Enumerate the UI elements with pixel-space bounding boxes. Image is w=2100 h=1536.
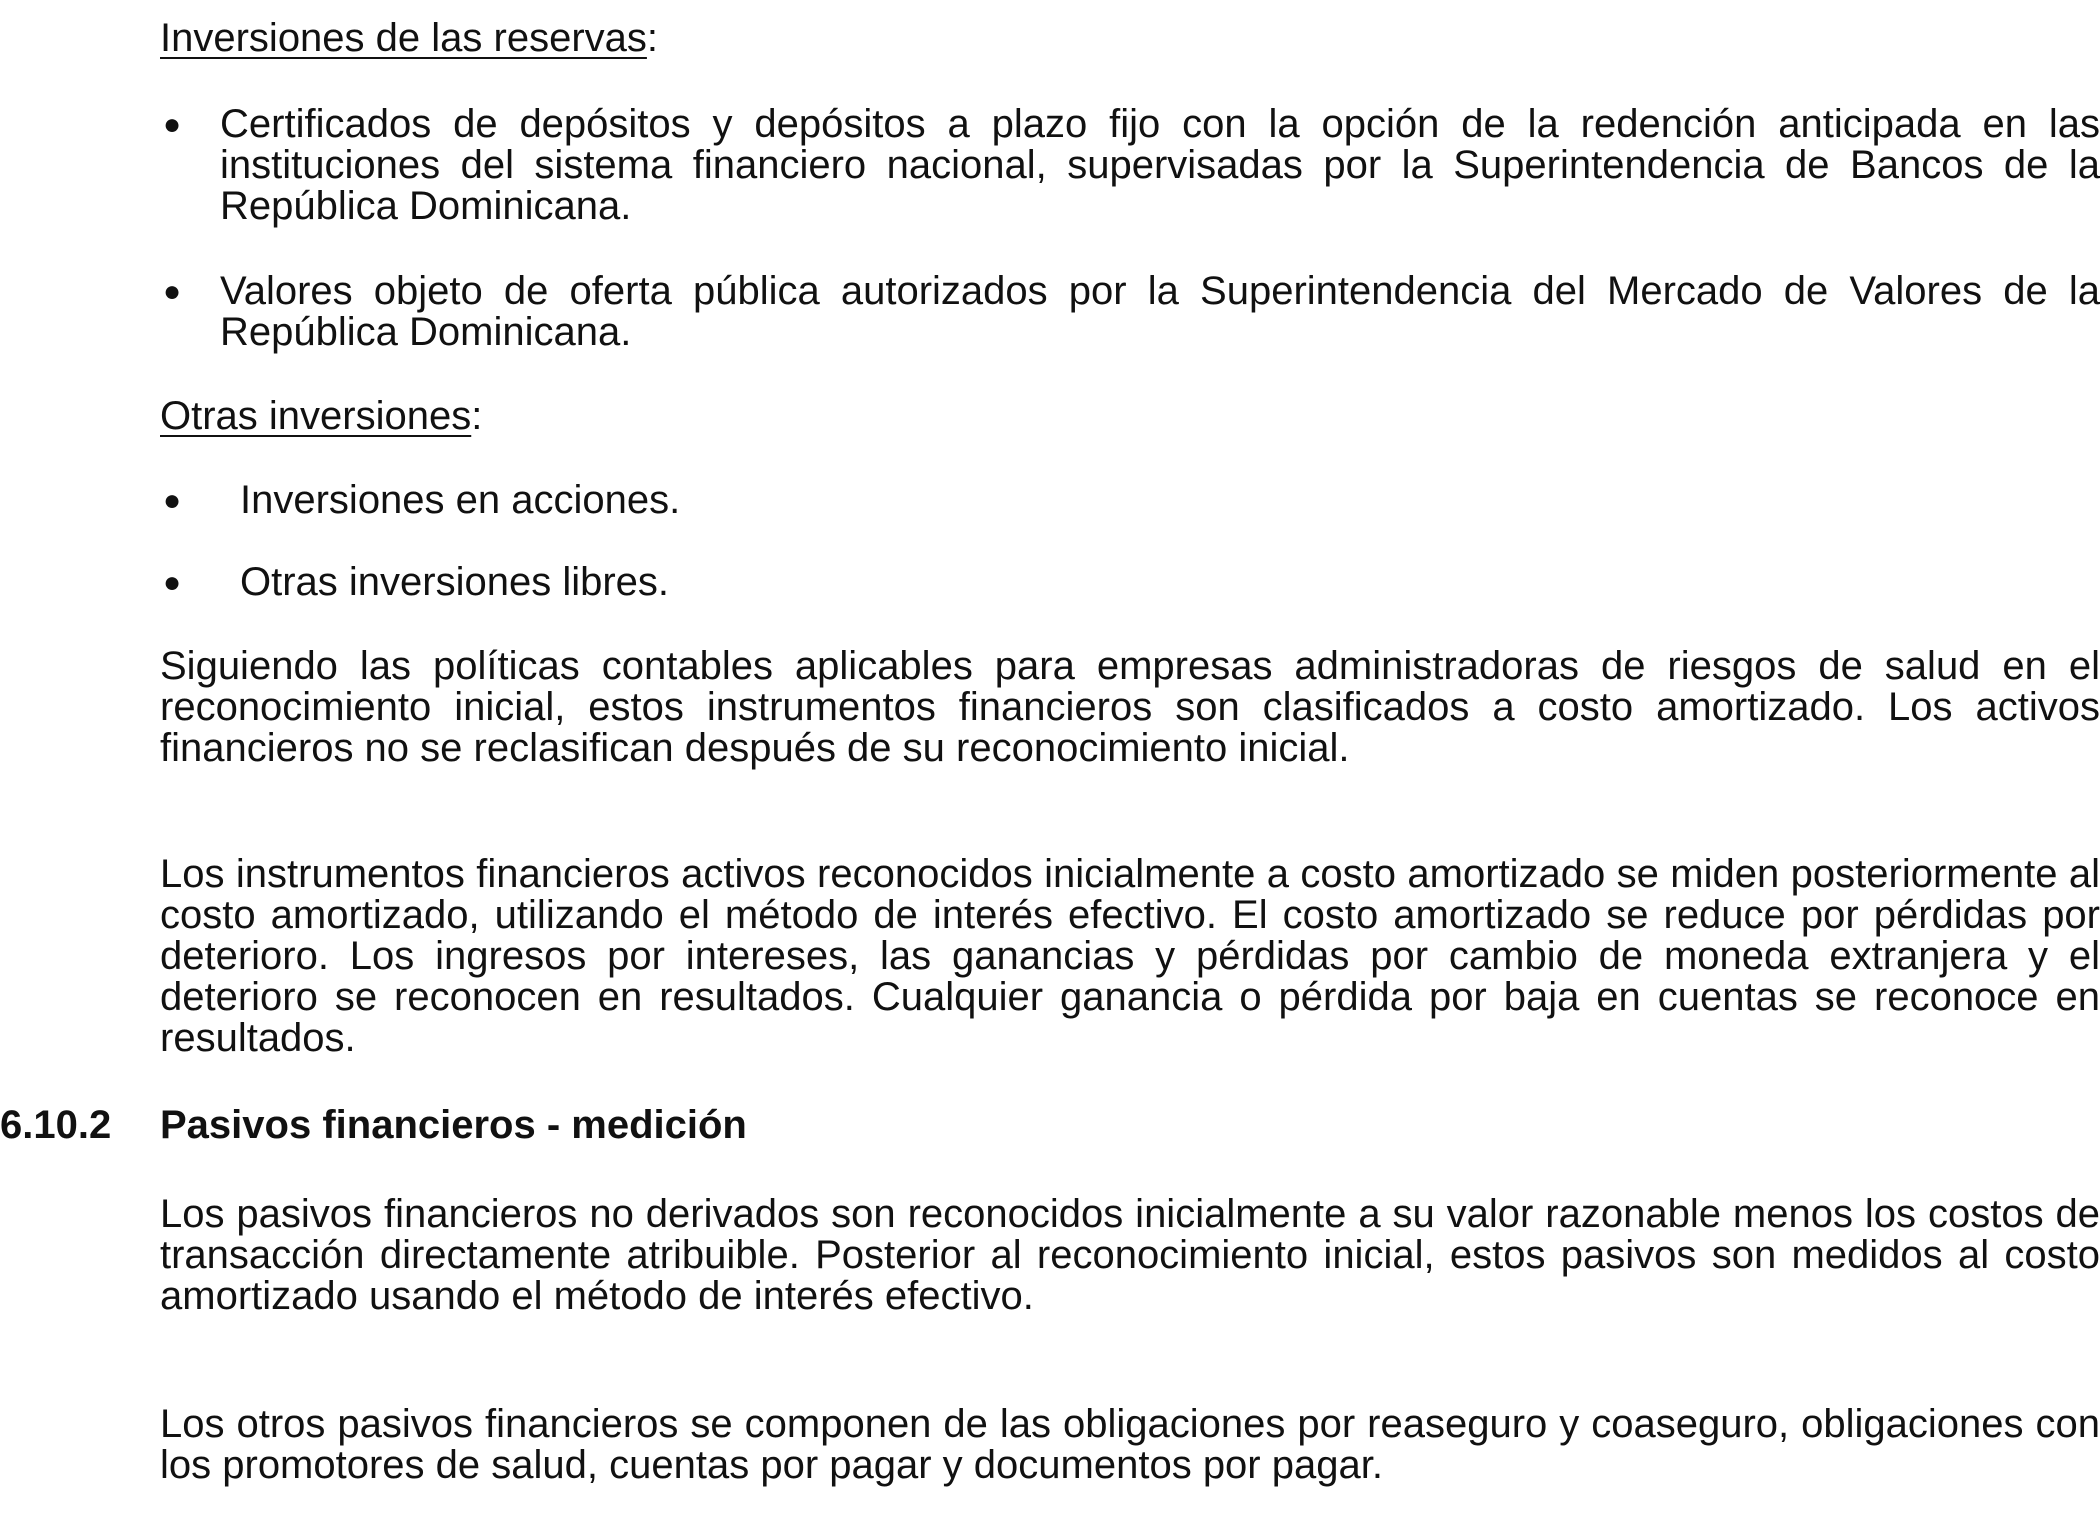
reserves-heading-text: Inversiones de las reservas bbox=[160, 16, 647, 60]
paragraph-amortized-cost: Los instrumentos financieros activos reconocidos inicialmente a costo amortizado se miden posteriormente al costo amortizado, utilizando el método de interés efectivo. El costo amortizado se reduce por pérdidas por deterioro. Los ingresos por intereses, las ganancias y pérdidas por cambio de moneda extranjera y el deterioro se reconocen en resultados. Cualquier ganancia o pérdida por baja en cuentas se reconoce en resultados. bbox=[160, 852, 2100, 1060]
other-item-text: Otras inversiones libres. bbox=[240, 560, 670, 604]
bullet-icon: ● bbox=[162, 108, 182, 141]
reserves-item-text: Certificados de depósitos y depósitos a plazo fijo con la opción de la redención anticipada en las instituciones del sistema financiero nacional, supervisadas por la Superintendencia de Bancos de la República Dominicana. bbox=[220, 102, 2100, 228]
reserves-item-text: Valores objeto de oferta pública autorizados por la Superintendencia del Mercado de Valores de la República Dominicana. bbox=[220, 269, 2100, 354]
bullet-icon: ● bbox=[162, 566, 182, 599]
reserves-heading bbox=[160, 18, 2100, 59]
other-item-text: Inversiones en acciones. bbox=[240, 478, 681, 522]
paragraph-classification: Siguiendo las políticas contables aplicables para empresas administradoras de riesgos de salud en el reconocimiento inicial, estos instrumentos financieros son clasificados a costo amortizado. Los activos financieros no se reclasifican después de su reconocimiento inicial. bbox=[160, 644, 2100, 770]
other-heading-text: Otras inversiones bbox=[160, 394, 472, 438]
bullet-icon: ● bbox=[162, 484, 182, 517]
section-title: Pasivos financieros - medición bbox=[160, 1103, 747, 1147]
bullet-icon: ● bbox=[162, 275, 182, 308]
other-investments-heading bbox=[160, 396, 2100, 437]
other-heading-colon: : bbox=[471, 394, 483, 438]
section-number: 6.10.2 bbox=[0, 1103, 112, 1147]
paragraph-other-liabilities: Los otros pasivos financieros se componen de las obligaciones por reaseguro y coaseguro, obligaciones con los promotores de salud, cuentas por pagar y documentos por pagar. bbox=[160, 1402, 2100, 1487]
paragraph-liabilities-measurement: Los pasivos financieros no derivados son reconocidos inicialmente a su valor razonable menos los costos de transacción directamente atribuible. Posterior al reconocimiento inicial, estos pasivos son medidos al costo amortizado usando el método de interés efectivo. bbox=[160, 1192, 2100, 1318]
reserves-heading-colon: : bbox=[646, 16, 659, 60]
